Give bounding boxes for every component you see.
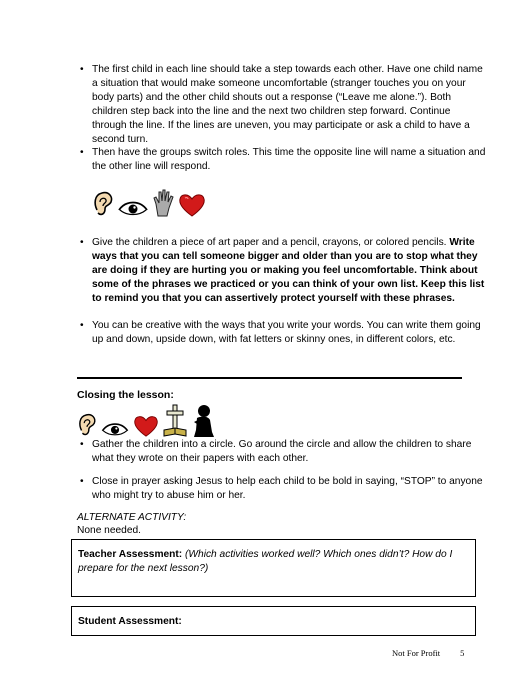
- closing-heading: Closing the lesson:: [77, 389, 174, 401]
- teacher-assessment-label: Teacher Assessment:: [78, 549, 183, 560]
- bullet-dot: •: [80, 237, 84, 248]
- hand-icon: [152, 188, 174, 218]
- praying-child-icon: [191, 404, 215, 438]
- activity-icons: [92, 188, 206, 218]
- bullet-switch-roles: [80, 146, 487, 174]
- eye-icon: [118, 198, 148, 218]
- bullet-text: Close in prayer asking Jesus to help each child to be bold in saying, “STOP” to anyone who might try to abuse him or her.: [92, 476, 483, 501]
- bullet-close-prayer: [80, 475, 487, 503]
- bullet-text-bold: Write ways that you can tell someone bigger and older than you are to stop what they are doing if they are hurting you or making you feel uncomfortable. Think about some of the phrases we practiced or you can think of your own list. Keep this list to remind you that you can assertively protect yourself with these phrases.: [92, 237, 485, 304]
- page-footer: [392, 648, 464, 658]
- teacher-assessment-box: [71, 539, 476, 597]
- bullet-dot: •: [80, 147, 84, 158]
- bullet-dot: •: [80, 64, 84, 75]
- bullet-dot: •: [80, 320, 84, 331]
- bullet-dot: •: [80, 439, 84, 450]
- page-number: 5: [460, 648, 465, 658]
- alternate-activity-title: ALTERNATE ACTIVITY:: [77, 512, 187, 523]
- student-assessment-label: Student Assessment:: [78, 616, 182, 627]
- closing-icons: [77, 404, 215, 438]
- bullet-text-plain: Give the children a piece of art paper and a pencil, crayons, or colored pencils.: [92, 237, 450, 248]
- cross-bible-icon: [163, 404, 187, 438]
- bullet-creative: [80, 319, 487, 347]
- bullet-text: You can be creative with the ways that you write your words. You can write them going up and down, upside down, with fat letters or skinny ones, in different colors, etc.: [92, 320, 481, 345]
- bullet-step-towards: [80, 63, 487, 146]
- ear-icon: [77, 412, 97, 438]
- alternate-activity: [77, 512, 186, 537]
- bullet-text: Gather the children into a circle. Go around the circle and allow the children to share what they wrote on their papers with each other.: [92, 439, 472, 464]
- heart-icon: [178, 192, 206, 218]
- ear-icon: [92, 190, 114, 218]
- bullet-text: The first child in each line should take a step towards each other. Have one child name a situation that would make someone uncomfortable (stranger touches you on your body parts) and the other child shouts out a response (“Leave me alone.”). Both children step back into the line and the next two children step forward. Continue through the line. If the lines are uneven, you may participate or ask a child to have a second turn.: [92, 64, 483, 145]
- bullet-dot: •: [80, 476, 84, 487]
- section-divider: [77, 377, 462, 379]
- eye-icon: [101, 420, 129, 438]
- footer-text: Not For Profit: [392, 648, 441, 658]
- student-assessment-box: [71, 606, 476, 636]
- teacher-assessment-prompt: (Which activities worked well? Which ones didn’t? How do I prepare for the next lesson?): [78, 549, 453, 574]
- bullet-text: Then have the groups switch roles. This time the opposite line will name a situation and the other line will respond.: [92, 147, 486, 172]
- bullet-art-paper: [80, 236, 487, 306]
- heart-icon: [133, 414, 159, 438]
- alternate-activity-text: None needed.: [77, 524, 142, 536]
- bullet-gather-circle: [80, 438, 487, 466]
